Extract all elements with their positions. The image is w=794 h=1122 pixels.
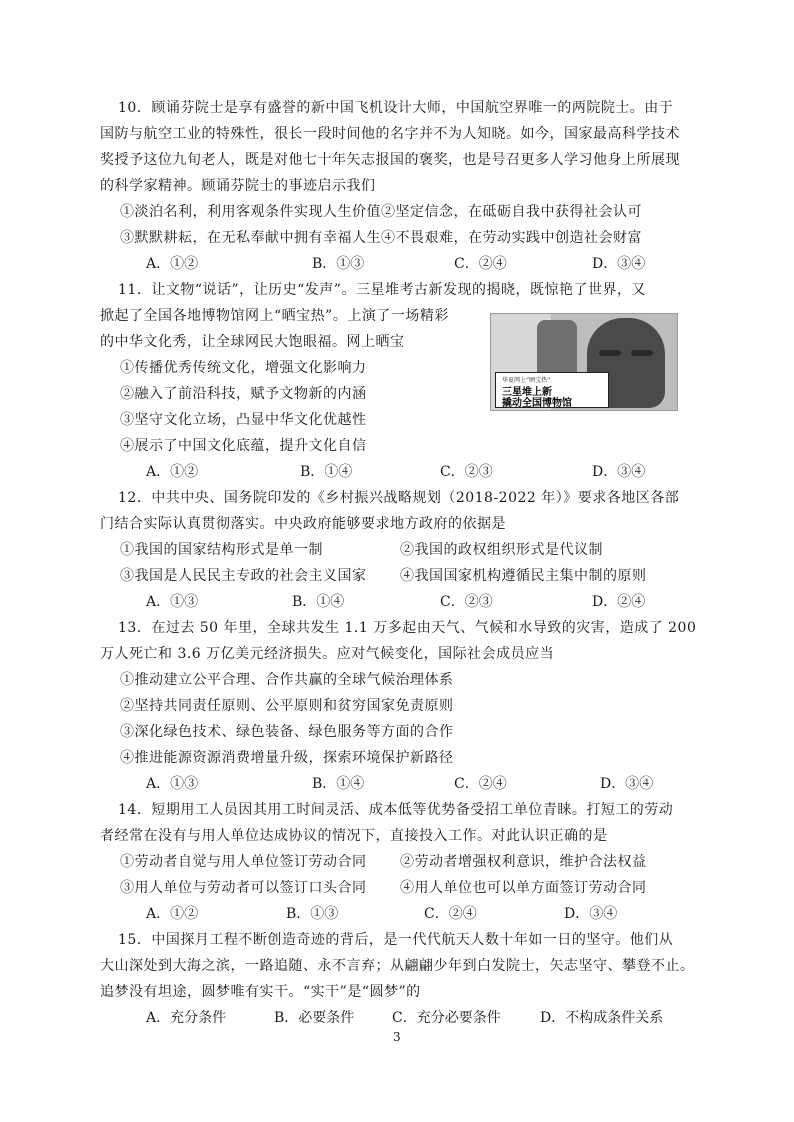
q13-choice-2: ②坚持共同责任原则、公平原则和贫穷国家免责原则 bbox=[120, 698, 454, 714]
news-banner bbox=[495, 372, 609, 408]
q12-option-b[interactable]: B．①④ bbox=[292, 594, 345, 610]
q10-option-b[interactable]: B．①③ bbox=[312, 256, 365, 272]
q10-option-c[interactable]: C．②④ bbox=[454, 256, 507, 272]
q14-stem-line-2: 者经常在没有与用人单位达成协议的情况下，直接投入工作。对此认识正确的是 bbox=[100, 828, 608, 844]
q12-stem-line-2: 门结合实际认真贯彻落实。中央政府能够要求地方政府的依据是 bbox=[100, 516, 506, 532]
q14-option-d[interactable]: D．③④ bbox=[564, 906, 618, 922]
q15-option-d[interactable]: D．不构成条件关系 bbox=[540, 1010, 664, 1026]
q13-option-b[interactable]: B．①④ bbox=[312, 776, 365, 792]
q15-stem-line-2: 大山深处到大海之滨，一路追随、永不言弃；从翩翩少年到白发院士，矢志坚守、攀登不止。 bbox=[100, 958, 695, 974]
q11-option-c[interactable]: C．②③ bbox=[440, 464, 493, 480]
q10-option-a[interactable]: A．①② bbox=[146, 256, 199, 272]
q12-choice-1: ①我国的国家结构形式是单一制 bbox=[120, 542, 323, 558]
q14-option-c[interactable]: C．②④ bbox=[424, 906, 477, 922]
q10-choice-line-2: ③默默耕耘，在无私奉献中拥有幸福人生④不畏艰难，在劳动实践中创造社会财富 bbox=[120, 230, 642, 246]
q11-choice-1: ①传播优秀传统文化，增强文化影响力 bbox=[120, 360, 367, 376]
q13-option-c[interactable]: C．②④ bbox=[454, 776, 507, 792]
q11-option-b[interactable]: B．①④ bbox=[300, 464, 353, 480]
q12-choice-3: ③我国是人民民主专政的社会主义国家 bbox=[120, 568, 367, 584]
page-number: 3 bbox=[393, 1030, 401, 1044]
q10-stem-line-3: 奖授予这位九旬老人，既是对他七十年矢志报国的褒奖，也是号召更多人学习他身上所展现 bbox=[100, 152, 680, 168]
terracotta-figure-icon bbox=[537, 320, 577, 376]
q13-option-a[interactable]: A．①③ bbox=[146, 776, 199, 792]
q14-choice-2: ②劳动者增强权利意识，维护合法权益 bbox=[400, 854, 647, 870]
q11-option-d[interactable]: D．③④ bbox=[592, 464, 646, 480]
q14-stem-line-1: 14．短期用工人员因其用工时间灵活、成本低等优势备受招工单位青睐。打短工的劳动 bbox=[118, 802, 674, 818]
q14-choice-1: ①劳动者自觉与用人单位签订劳动合同 bbox=[120, 854, 367, 870]
banner-title-1: 三星堆上新 bbox=[502, 387, 552, 398]
q15-stem-line-1: 15．中国探月工程不断创造奇迹的背后，是一代代航天人数十年如一日的坚守。他们从 bbox=[118, 932, 674, 948]
q11-choice-2: ②融入了前沿科技，赋予文物新的内涵 bbox=[120, 386, 367, 402]
q13-stem-line-1: 13．在过去 50 年里，全球共发生 1.1 万多起由天气、气候和水导致的灾害，造成了 200 bbox=[118, 620, 697, 636]
q11-stem-line-1: 11．让文物“说话”，让历史“发声”。三星堆考古新发现的揭晓，既惊艳了世界，又 bbox=[118, 282, 646, 298]
sanxingdui-news-image bbox=[490, 313, 678, 411]
mask-eye-right bbox=[631, 350, 653, 356]
q12-option-a[interactable]: A．①③ bbox=[146, 594, 199, 610]
q10-option-d[interactable]: D．③④ bbox=[592, 256, 646, 272]
q13-stem-line-2: 万人死亡和 3.6 万亿美元经济损失。应对气候变化，国际社会成员应当 bbox=[100, 646, 555, 662]
q10-choice-line-1: ①淡泊名利，利用客观条件实现人生价值②坚定信念，在砥砺自我中获得社会认可 bbox=[120, 204, 642, 220]
q10-stem-line-1: 10．顾诵芬院士是享有盛誉的新中国飞机设计大师，中国航空界唯一的两院院士。由于 bbox=[118, 100, 674, 116]
q14-choice-4: ④用人单位也可以单方面签订劳动合同 bbox=[400, 880, 647, 896]
q14-option-a[interactable]: A．①② bbox=[146, 906, 199, 922]
q10-stem-line-4: 的科学家精神。顾诵芬院士的事迹启示我们 bbox=[100, 178, 376, 194]
q15-stem-line-3: 追梦没有坦途，圆梦唯有实干。“实干”是“圆梦”的 bbox=[100, 984, 421, 1000]
q12-option-d[interactable]: D．②④ bbox=[592, 594, 646, 610]
q15-option-b[interactable]: B．必要条件 bbox=[274, 1010, 355, 1026]
q11-choice-4: ④展示了中国文化底蕴，提升文化自信 bbox=[120, 438, 367, 454]
q13-choice-1: ①推动建立公平合理、合作共赢的全球气候治理体系 bbox=[120, 672, 454, 688]
q15-option-a[interactable]: A．充分条件 bbox=[146, 1010, 227, 1026]
q11-option-a[interactable]: A．①② bbox=[146, 464, 199, 480]
banner-subtitle: 华夏网上“晒宝热” bbox=[502, 377, 551, 384]
q14-option-b[interactable]: B．①③ bbox=[286, 906, 339, 922]
banner-title-2: 撬动全国博物馆 bbox=[502, 398, 572, 409]
q12-stem-line-1: 12．中共中央、国务院印发的《乡村振兴战略规划（2018-2022 年）》要求各地区各部 bbox=[118, 490, 680, 506]
q13-choice-3: ③深化绿色技术、绿色装备、绿色服务等方面的合作 bbox=[120, 724, 454, 740]
q14-choice-3: ③用人单位与劳动者可以签订口头合同 bbox=[120, 880, 367, 896]
q10-stem-line-2: 国防与航空工业的特殊性，很长一段时间他的名字并不为人知晓。如今，国家最高科学技术 bbox=[100, 126, 680, 142]
q12-choice-4: ④我国国家机构遵循民主集中制的原则 bbox=[400, 568, 647, 584]
q11-stem-line-2: 掀起了全国各地博物馆网上“晒宝热”。上演了一场精彩 bbox=[100, 308, 449, 324]
q15-option-c[interactable]: C．充分必要条件 bbox=[392, 1010, 501, 1026]
q12-choice-2: ②我国的政权组织形式是代议制 bbox=[400, 542, 603, 558]
q12-option-c[interactable]: C．②③ bbox=[440, 594, 493, 610]
q13-option-d[interactable]: D．③④ bbox=[600, 776, 654, 792]
q13-choice-4: ④推进能源资源消费增量升级，探索环境保护新路径 bbox=[120, 750, 454, 766]
mask-eye-left bbox=[599, 350, 621, 356]
q11-stem-line-3: 的中华文化秀，让全球网民大饱眼福。网上晒宝 bbox=[100, 334, 405, 350]
q11-choice-3: ③坚守文化立场，凸显中华文化优越性 bbox=[120, 412, 367, 428]
